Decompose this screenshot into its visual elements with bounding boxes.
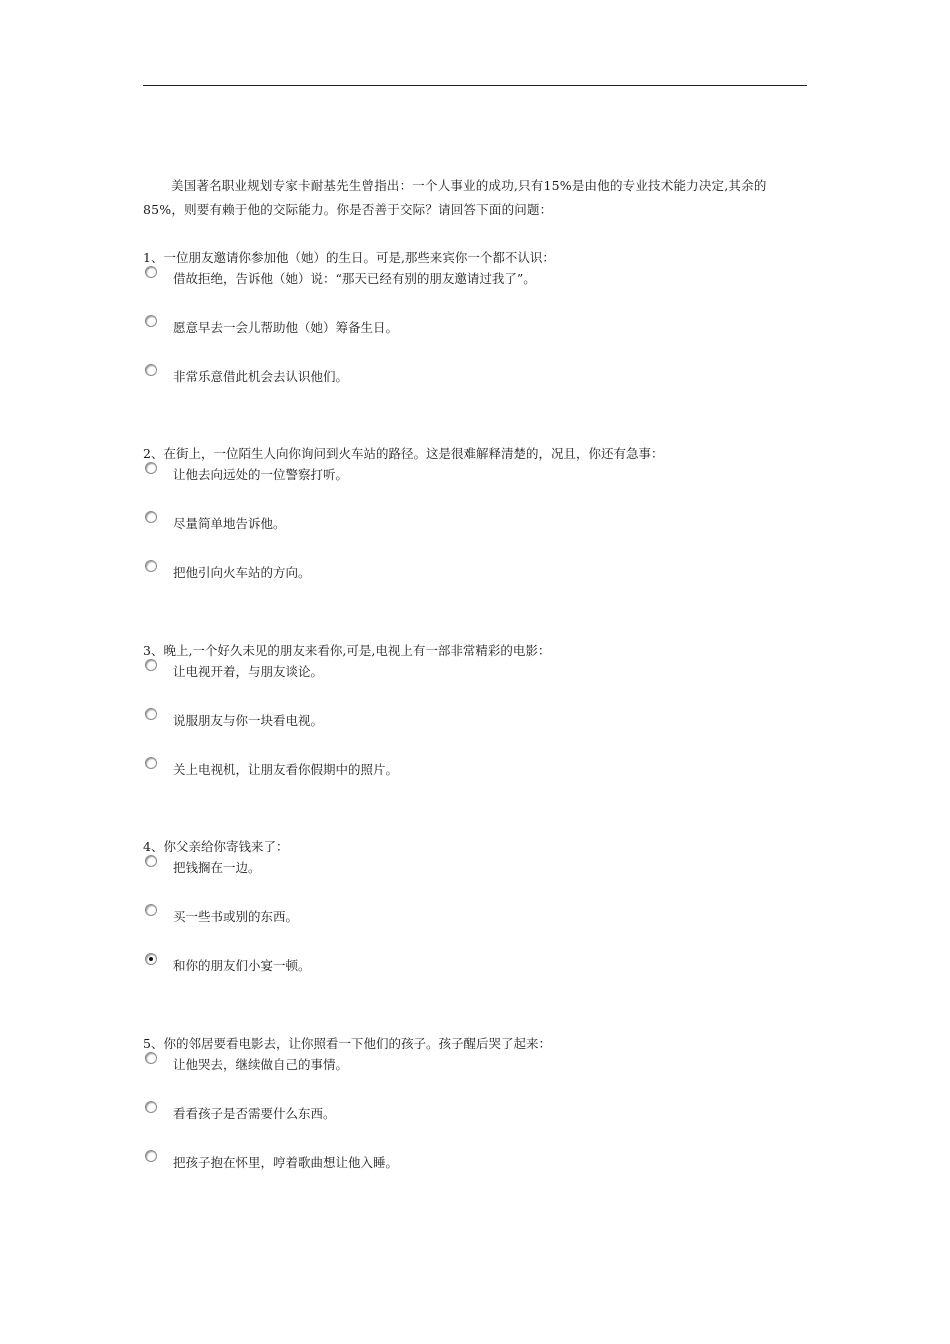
option-label[interactable]: 让电视开着，与朋友谈论。 bbox=[173, 664, 324, 679]
option-1c[interactable] bbox=[143, 364, 807, 413]
question-text: 5、你的邻居要看电影去，让你照看一下他们的孩子。孩子醒后哭了起来： bbox=[143, 1036, 551, 1051]
option-4c[interactable] bbox=[143, 953, 807, 1002]
option-label[interactable]: 和你的朋友们小宴一顿。 bbox=[173, 958, 311, 973]
intro-paragraph: 美国著名职业规划专家卡耐基先生曾指出：一个人事业的成功,只有15%是由他的专业技术能力决定,其余的85%，则要有赖于他的交际能力。你是否善于交际？请回答下面的问题： bbox=[143, 178, 767, 217]
radio-button[interactable] bbox=[145, 953, 157, 965]
option-5a[interactable] bbox=[143, 1052, 807, 1101]
radio-button[interactable] bbox=[145, 1052, 157, 1064]
radio-button[interactable] bbox=[145, 1101, 157, 1113]
radio-button[interactable] bbox=[145, 708, 157, 720]
option-5b[interactable] bbox=[143, 1101, 807, 1150]
radio-button[interactable] bbox=[145, 757, 157, 769]
option-3a[interactable] bbox=[143, 659, 807, 708]
question-1 bbox=[143, 250, 807, 413]
question-4 bbox=[143, 839, 807, 1002]
option-3c[interactable] bbox=[143, 757, 807, 806]
option-label[interactable]: 关上电视机，让朋友看你假期中的照片。 bbox=[173, 762, 399, 777]
header-rule bbox=[143, 85, 807, 86]
option-label[interactable]: 说服朋友与你一块看电视。 bbox=[173, 713, 324, 728]
option-2c[interactable] bbox=[143, 560, 807, 609]
radio-button[interactable] bbox=[145, 1150, 157, 1162]
radio-button[interactable] bbox=[145, 315, 157, 327]
option-4a[interactable] bbox=[143, 855, 807, 904]
option-label[interactable]: 把钱搁在一边。 bbox=[173, 860, 261, 875]
question-2 bbox=[143, 446, 807, 609]
option-label[interactable]: 买一些书或别的东西。 bbox=[173, 909, 299, 924]
option-3b[interactable] bbox=[143, 708, 807, 757]
option-1b[interactable] bbox=[143, 315, 807, 364]
option-label[interactable]: 让他去向远处的一位警察打听。 bbox=[173, 467, 349, 482]
option-label[interactable]: 借故拒绝，告诉他（她）说：“那天已经有别的朋友邀请过我了”。 bbox=[173, 271, 536, 286]
option-1a[interactable] bbox=[143, 266, 807, 315]
option-2a[interactable] bbox=[143, 462, 807, 511]
radio-button[interactable] bbox=[145, 266, 157, 278]
option-label[interactable]: 把他引向火车站的方向。 bbox=[173, 565, 311, 580]
question-5 bbox=[143, 1036, 807, 1199]
radio-button[interactable] bbox=[145, 462, 157, 474]
radio-button[interactable] bbox=[145, 364, 157, 376]
option-label[interactable]: 非常乐意借此机会去认识他们。 bbox=[173, 369, 349, 384]
radio-button[interactable] bbox=[145, 904, 157, 916]
question-text: 1、一位朋友邀请你参加他（她）的生日。可是,那些来宾你一个都不认识： bbox=[143, 250, 555, 265]
option-label[interactable]: 看看孩子是否需要什么东西。 bbox=[173, 1106, 336, 1121]
option-5c[interactable] bbox=[143, 1150, 807, 1199]
question-text: 2、在街上，一位陌生人向你询问到火车站的路径。这是很难解释清楚的，况且，你还有急事： bbox=[143, 446, 664, 461]
option-label[interactable]: 把孩子抱在怀里，哼着歌曲想让他入睡。 bbox=[173, 1155, 399, 1170]
option-label[interactable]: 尽量简单地告诉他。 bbox=[173, 516, 286, 531]
question-text: 4、你父亲给你寄钱来了： bbox=[143, 839, 289, 854]
radio-button[interactable] bbox=[145, 511, 157, 523]
question-3 bbox=[143, 643, 807, 806]
option-label[interactable]: 愿意早去一会儿帮助他（她）筹备生日。 bbox=[173, 320, 399, 335]
radio-button[interactable] bbox=[145, 560, 157, 572]
option-4b[interactable] bbox=[143, 904, 807, 953]
radio-button[interactable] bbox=[145, 659, 157, 671]
option-2b[interactable] bbox=[143, 511, 807, 560]
option-label[interactable]: 让他哭去，继续做自己的事情。 bbox=[173, 1057, 349, 1072]
radio-button[interactable] bbox=[145, 855, 157, 867]
question-text: 3、晚上,一个好久未见的朋友来看你,可是,电视上有一部非常精彩的电影： bbox=[143, 643, 551, 658]
